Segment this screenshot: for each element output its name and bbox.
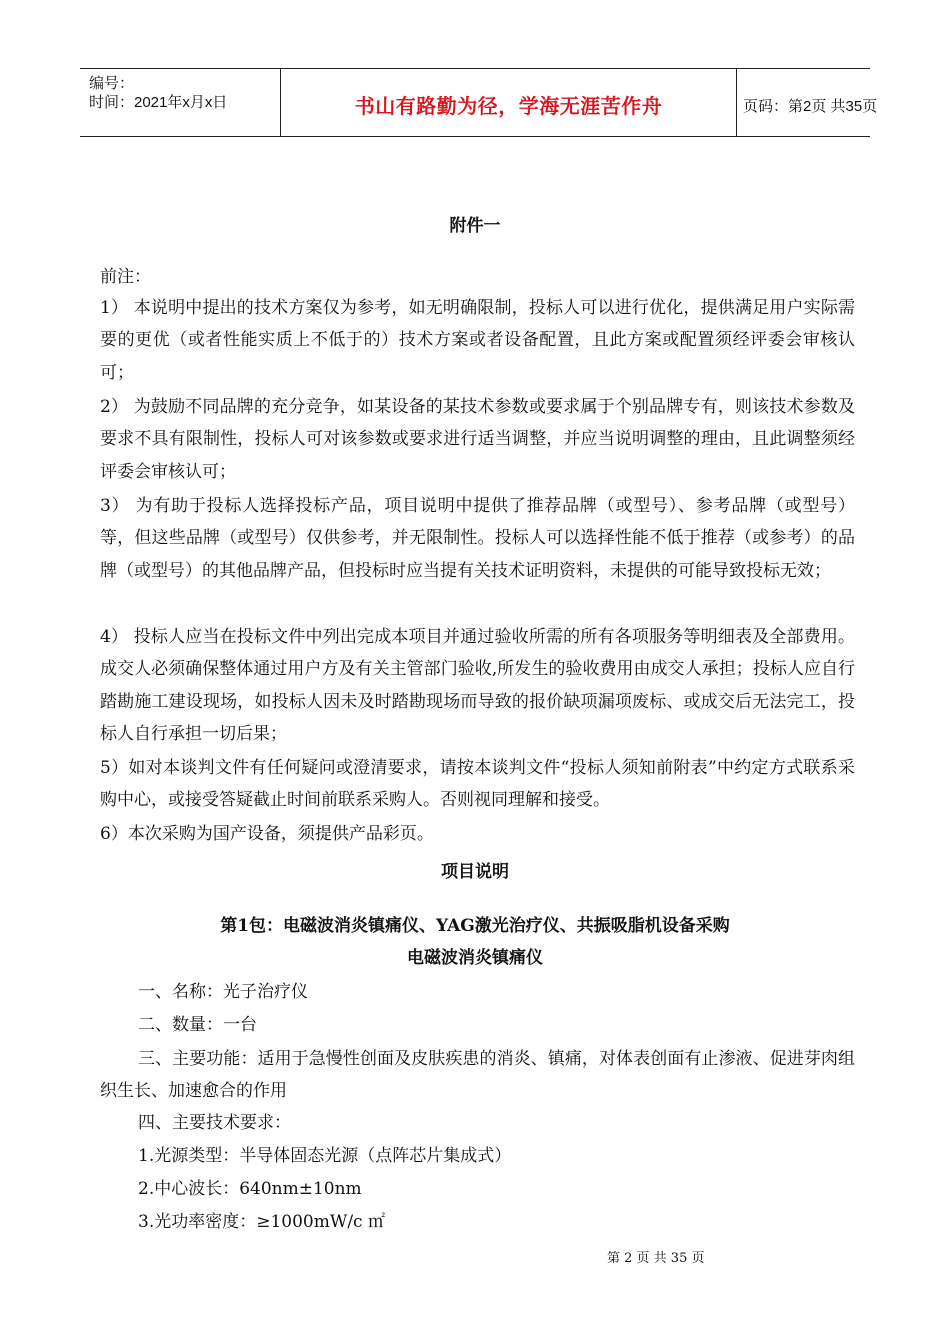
serial-number-label: 编号： (89, 75, 135, 92)
preface-item-6: 6）本次采购为国产设备，须提供产品彩页。 (100, 824, 434, 844)
preface-label: 前注： (100, 267, 151, 287)
spec-name: 一、名称：光子治疗仪 (138, 982, 308, 1002)
preface-item-2: 2） 为鼓励不同品牌的充分竞争，如某设备的某技术参数或要求属于个别品牌专有，则该技术参数及要求不具有限制性，投标人可对该参数或要求进行适当调整，并应当说明调整的理由，且此调整须经评委会审核认可； (100, 397, 855, 482)
page-header (80, 68, 878, 137)
preface-item-4: 4） 投标人应当在投标文件中列出完成本项目并通过验收所需的所有各项服务等明细表及全部费用。成交人必须确保整体通过用户方及有关主管部门验收,所发生的验收费用由成交人承担；投标人应自行踏勘施工建设现场，如投标人因未及时踏勘现场而导致的报价缺项漏项废标、或成交后无法完工，投标人自行承担一切后果； (100, 627, 855, 745)
preface-item-1: 1） 本说明中提出的技术方案仅为参考，如无明确限制，投标人可以进行优化，提供满足用户实际需要的更优（或者性能实质上不低于的）技术方案或者设备配置，且此方案或配置须经评委会审核认可； (100, 298, 855, 383)
spec-function: 三、主要功能：适用于急慢性创面及皮肤疾患的消炎、镇痛，对体表创面有止渗液、促进芽肉组织生长、加速愈合的作用 (100, 1049, 855, 1102)
package-title: 第1包：电磁波消炎镇痛仪、YAG激光治疗仪、共振吸脂机设备采购 (220, 916, 730, 936)
header-info-cell (80, 69, 280, 136)
attachment-title: 附件一 (449, 216, 501, 236)
motto: 书山有路勤为径，学海无涯苦作舟 (354, 94, 663, 118)
page-info: 页码：第2页 共35页 (743, 98, 878, 115)
date-label: 时间：2021年x月x日 (89, 94, 228, 111)
preface-item-3: 3） 为有助于投标人选择投标产品，项目说明中提供了推荐品牌（或型号）、参考品牌（或型号）等，但这些品牌（或型号）仅供参考，并无限制性。投标人可以选择性能不低于推荐（或参考）的品牌（或型号）的其他品牌产品，但投标时应当提有关技术证明资料，未提供的可能导致投标无效； (100, 496, 855, 581)
spec-quantity: 二、数量：一台 (138, 1015, 257, 1035)
preface-item-5: 5）如对本谈判文件有任何疑问或澄清要求，请按本谈判文件“投标人须知前附表”中约定方式联系采购中心，或接受答疑截止时间前联系采购人。否则视同理解和接受。 (100, 758, 855, 811)
spec-tech-item-3: 3.光功率密度：≥1000mW/c ㎡ (138, 1212, 385, 1232)
page-footer: 第 2 页 共 35 页 (607, 1251, 705, 1266)
header-page-cell (736, 69, 878, 136)
spec-tech-heading: 四、主要技术要求： (138, 1113, 291, 1133)
header-motto-cell (280, 69, 737, 136)
project-title: 项目说明 (441, 862, 509, 882)
spec-tech-item-2: 2.中心波长：640nm±10nm (138, 1179, 362, 1199)
device-title: 电磁波消炎镇痛仪 (407, 948, 543, 968)
spec-tech-item-1: 1.光源类型：半导体固态光源（点阵芯片集成式） (138, 1146, 512, 1166)
